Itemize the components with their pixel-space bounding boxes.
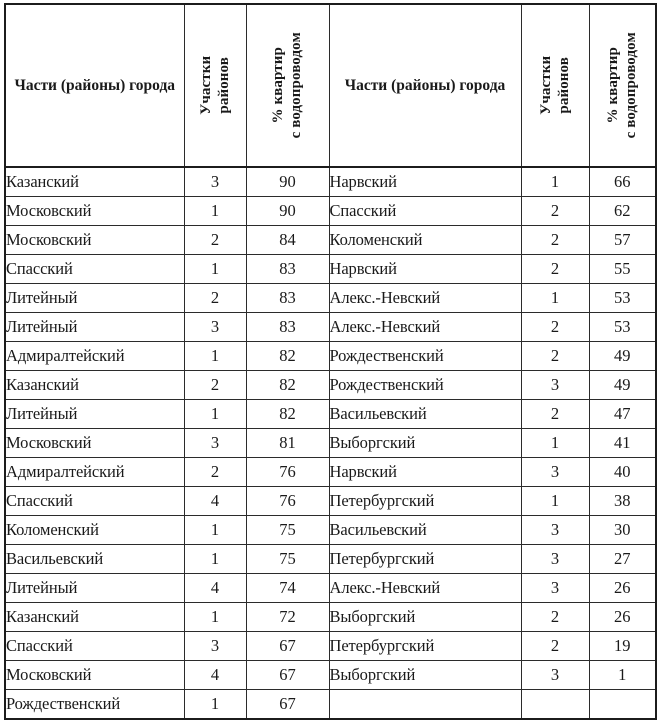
cell-district-left: Литейный — [5, 313, 184, 342]
cell-plot-right: 2 — [521, 197, 589, 226]
cell-percent-right: 19 — [589, 632, 656, 661]
cell-percent-right: 27 — [589, 545, 656, 574]
cell-percent-left: 67 — [246, 661, 329, 690]
cell-district-left: Литейный — [5, 400, 184, 429]
cell-plot-right: 3 — [521, 545, 589, 574]
cell-district-right: Алекс.-Невский — [329, 284, 521, 313]
cell-percent-right: 62 — [589, 197, 656, 226]
cell-percent-right: 38 — [589, 487, 656, 516]
cell-percent-right: 1 — [589, 661, 656, 690]
table-row — [5, 574, 656, 603]
cell-plot-right: 3 — [521, 574, 589, 603]
cell-district-right: Выборгский — [329, 429, 521, 458]
table-row — [5, 400, 656, 429]
cell-percent-left: 67 — [246, 690, 329, 720]
table-row — [5, 342, 656, 371]
table-row — [5, 226, 656, 255]
table-body — [5, 167, 656, 719]
cell-district-right: Коломенский — [329, 226, 521, 255]
cell-district-right: Алекс.-Невский — [329, 574, 521, 603]
cell-district-right: Петербургский — [329, 487, 521, 516]
cell-percent-right: 55 — [589, 255, 656, 284]
header-row — [5, 4, 656, 167]
cell-percent-right: 49 — [589, 342, 656, 371]
header-district-right: Части (районы) города — [329, 4, 521, 167]
cell-percent-left: 82 — [246, 400, 329, 429]
cell-district-left: Спасский — [5, 632, 184, 661]
cell-district-right: Алекс.-Невский — [329, 313, 521, 342]
cell-percent-right: 57 — [589, 226, 656, 255]
cell-district-left: Московский — [5, 226, 184, 255]
cell-percent-left: 84 — [246, 226, 329, 255]
cell-district-right: Спасский — [329, 197, 521, 226]
cell-percent-right: 30 — [589, 516, 656, 545]
cell-district-left: Адмиралтейский — [5, 342, 184, 371]
table-row — [5, 516, 656, 545]
rotated-header-wrap — [247, 5, 329, 166]
cell-percent-left: 83 — [246, 255, 329, 284]
cell-plot-right: 3 — [521, 661, 589, 690]
rotated-header-wrap — [590, 5, 656, 166]
cell-percent-left: 90 — [246, 197, 329, 226]
cell-district-right: Нарвский — [329, 458, 521, 487]
cell-plot-left: 1 — [184, 516, 246, 545]
table-row — [5, 545, 656, 574]
cell-district-right: Рождественский — [329, 342, 521, 371]
cell-plot-right: 1 — [521, 429, 589, 458]
cell-percent-left: 75 — [246, 516, 329, 545]
cell-plot-right: 1 — [521, 487, 589, 516]
header-plots-left-line1: Участки — [197, 56, 214, 115]
cell-district-left: Казанский — [5, 167, 184, 197]
cell-plot-left: 3 — [184, 167, 246, 197]
cell-percent-left: 74 — [246, 574, 329, 603]
cell-plot-right: 1 — [521, 284, 589, 313]
cell-district-right: Нарвский — [329, 167, 521, 197]
cell-plot-left: 1 — [184, 255, 246, 284]
header-percent-right — [589, 4, 656, 167]
header-percent-left-line2: с водопроводом — [288, 32, 305, 139]
cell-district-right: Васильевский — [329, 400, 521, 429]
header-percent-left — [246, 4, 329, 167]
water-supply-table — [4, 3, 657, 720]
cell-percent-right: 41 — [589, 429, 656, 458]
cell-district-left: Адмиралтейский — [5, 458, 184, 487]
cell-plot-right: 2 — [521, 632, 589, 661]
cell-district-right: Нарвский — [329, 255, 521, 284]
header-percent-right-line2: с водопроводом — [623, 32, 640, 139]
table-row — [5, 690, 656, 720]
cell-plot-left: 2 — [184, 284, 246, 313]
table-row — [5, 284, 656, 313]
cell-plot-left: 1 — [184, 690, 246, 720]
cell-percent-right: 26 — [589, 603, 656, 632]
cell-percent-left: 75 — [246, 545, 329, 574]
cell-district-right: Рождественский — [329, 371, 521, 400]
cell-plot-left: 1 — [184, 197, 246, 226]
cell-percent-right: 49 — [589, 371, 656, 400]
cell-district-left: Спасский — [5, 255, 184, 284]
cell-percent-left: 82 — [246, 342, 329, 371]
cell-percent-left: 81 — [246, 429, 329, 458]
cell-percent-left: 82 — [246, 371, 329, 400]
table-row — [5, 603, 656, 632]
table-row — [5, 458, 656, 487]
cell-district-left: Рождественский — [5, 690, 184, 720]
cell-district-left: Московский — [5, 661, 184, 690]
cell-plot-right: 2 — [521, 313, 589, 342]
cell-percent-right: 47 — [589, 400, 656, 429]
cell-percent-right: 53 — [589, 284, 656, 313]
cell-plot-right: 3 — [521, 516, 589, 545]
table-head — [5, 4, 656, 167]
header-plots-right-line2: районов — [555, 57, 572, 114]
cell-district-right: Петербургский — [329, 632, 521, 661]
cell-percent-left: 76 — [246, 487, 329, 516]
cell-plot-left: 2 — [184, 458, 246, 487]
cell-plot-right: 2 — [521, 400, 589, 429]
cell-percent-right: 53 — [589, 313, 656, 342]
table-row — [5, 313, 656, 342]
cell-percent-left: 83 — [246, 313, 329, 342]
cell-percent-left: 90 — [246, 167, 329, 197]
cell-district-right: Васильевский — [329, 516, 521, 545]
table-row — [5, 661, 656, 690]
cell-percent-right: 26 — [589, 574, 656, 603]
cell-percent-left: 83 — [246, 284, 329, 313]
cell-district-left: Казанский — [5, 603, 184, 632]
cell-percent-right: 40 — [589, 458, 656, 487]
cell-plot-left: 2 — [184, 371, 246, 400]
cell-plot-right: 2 — [521, 226, 589, 255]
header-percent-right-line1: % квартир — [604, 47, 621, 124]
header-plots-right-line1: Участки — [537, 56, 554, 115]
cell-district-right: Выборгский — [329, 661, 521, 690]
cell-plot-right: 3 — [521, 371, 589, 400]
cell-plot-right — [521, 690, 589, 720]
cell-plot-left: 3 — [184, 313, 246, 342]
table-row — [5, 632, 656, 661]
cell-plot-left: 4 — [184, 661, 246, 690]
cell-district-right — [329, 690, 521, 720]
header-plots-left-line2: районов — [215, 57, 232, 114]
rotated-header-wrap — [522, 5, 589, 166]
cell-percent-left: 67 — [246, 632, 329, 661]
cell-district-left: Казанский — [5, 371, 184, 400]
rotated-header-wrap — [185, 5, 246, 166]
cell-district-right: Выборгский — [329, 603, 521, 632]
cell-percent-right: 66 — [589, 167, 656, 197]
cell-plot-left: 2 — [184, 226, 246, 255]
cell-plot-right: 2 — [521, 342, 589, 371]
cell-plot-left: 1 — [184, 400, 246, 429]
cell-percent-right — [589, 690, 656, 720]
cell-plot-right: 3 — [521, 458, 589, 487]
cell-district-left: Литейный — [5, 284, 184, 313]
table-row — [5, 255, 656, 284]
table-row — [5, 487, 656, 516]
cell-percent-left: 72 — [246, 603, 329, 632]
cell-plot-left: 1 — [184, 545, 246, 574]
header-percent-left-line1: % квартир — [270, 47, 287, 124]
cell-plot-right: 2 — [521, 255, 589, 284]
header-plots-left — [184, 4, 246, 167]
cell-plot-left: 4 — [184, 487, 246, 516]
cell-district-left: Коломенский — [5, 516, 184, 545]
table-row — [5, 429, 656, 458]
cell-plot-left: 4 — [184, 574, 246, 603]
cell-plot-right: 1 — [521, 167, 589, 197]
cell-district-right: Петербургский — [329, 545, 521, 574]
cell-district-left: Московский — [5, 429, 184, 458]
cell-district-left: Спасский — [5, 487, 184, 516]
header-plots-right — [521, 4, 589, 167]
cell-plot-left: 3 — [184, 632, 246, 661]
cell-plot-left: 3 — [184, 429, 246, 458]
cell-percent-left: 76 — [246, 458, 329, 487]
table-row — [5, 371, 656, 400]
table-row — [5, 167, 656, 197]
cell-district-left: Васильевский — [5, 545, 184, 574]
cell-district-left: Литейный — [5, 574, 184, 603]
table-row — [5, 197, 656, 226]
cell-district-left: Московский — [5, 197, 184, 226]
header-district-left: Части (районы) города — [5, 4, 184, 167]
cell-plot-right: 2 — [521, 603, 589, 632]
cell-plot-left: 1 — [184, 603, 246, 632]
cell-plot-left: 1 — [184, 342, 246, 371]
